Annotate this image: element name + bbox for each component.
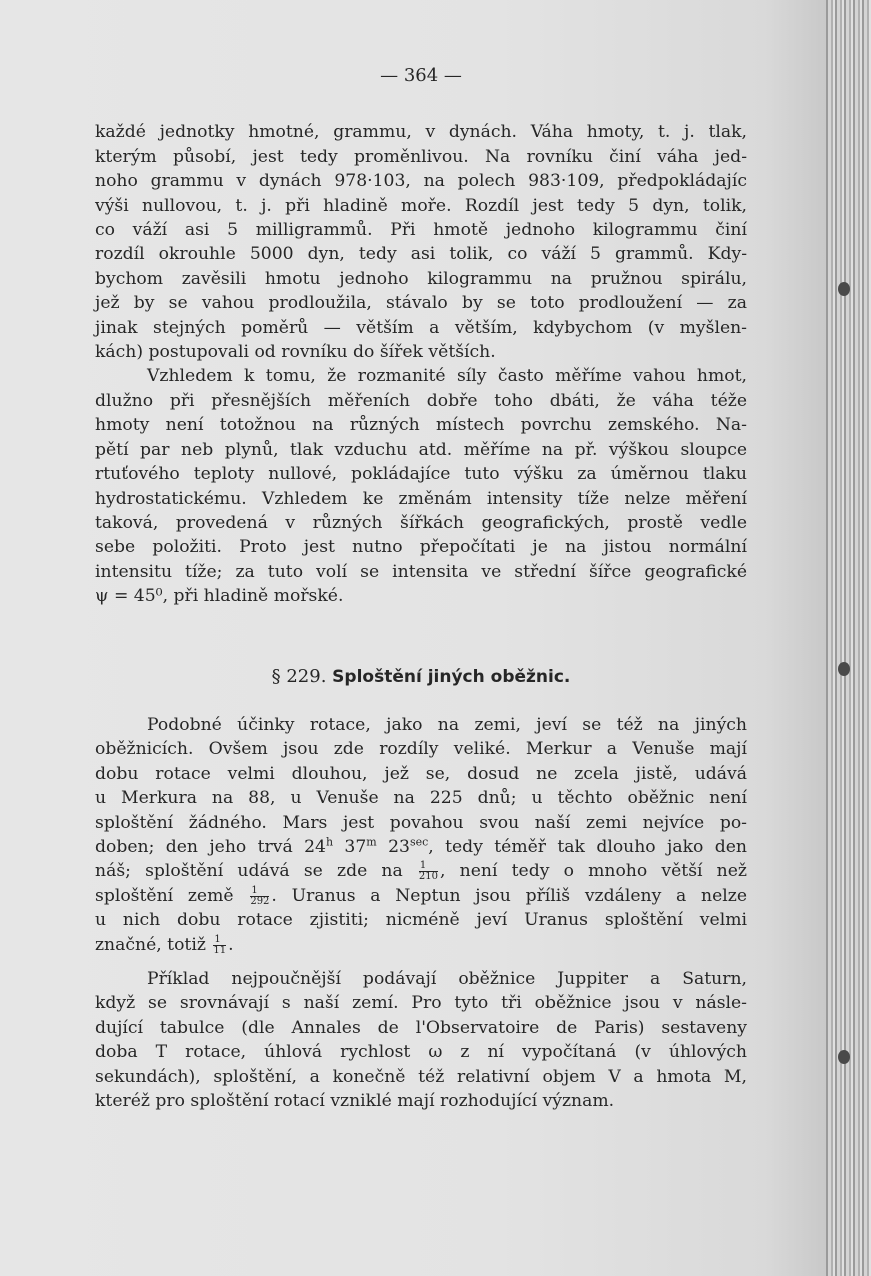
text-line: sebe položiti. Proto jest nutno přepočítati je na jistou normální: [95, 537, 747, 558]
text-run: .: [228, 934, 234, 955]
text-line: ψ = 45⁰, při hladině mořské.: [95, 586, 344, 607]
text-run: , tedy téměř tak dlouho jako den: [428, 836, 747, 857]
fraction-denominator: 210: [418, 871, 438, 883]
text-line: když se srovnávají s naší zemí. Pro tyto tři oběžnice jsou v násle-: [95, 993, 747, 1014]
binding-hole: [838, 282, 850, 296]
text-line: taková, provedená v různých šířkách geografických, prostě vedle: [95, 512, 747, 533]
text-line: kách) postupovali od rovníku do šířek větších.: [95, 342, 496, 363]
text-line: sekundách), sploštění, a konečně též relativní objem V a hmota M,: [95, 1066, 747, 1087]
text-line: u Merkura na 88, u Venuše na 225 dnů; u těchto oběžnic není: [95, 788, 747, 809]
binding-hole: [838, 1050, 850, 1064]
text-line: u nich dobu rotace zjistiti; nicméně jeví Uranus sploštění velmi: [95, 910, 747, 931]
text-line: oběžnicích. Ovšem jsou zde rozdíly veliké. Merkur a Venuše mají: [95, 739, 747, 760]
binding-hole: [838, 662, 850, 676]
text-run: doben; den jeho trvá 24: [95, 836, 326, 857]
page-number: — 364 —: [380, 65, 462, 86]
text-run: 37: [333, 836, 367, 857]
section-heading: [95, 665, 747, 689]
text-run: . Uranus a Neptun jsou příliš vzdáleny a nelze: [271, 885, 748, 906]
text-line: noho grammu v dynách 978·103, na polech 983·109, předpokládajíc: [95, 171, 747, 192]
text-line: Příklad nejpoučnější podávají oběžnice Juppiter a Saturn,: [147, 969, 747, 989]
text-line: dující tabulce (dle Annales de l'Observatoire de Paris) sestaveny: [95, 1017, 747, 1038]
fraction-denominator: 292: [250, 895, 270, 907]
section-title: Sploštění jiných oběžnic.: [332, 666, 571, 687]
text-line: co váží asi 5 milligrammů. Při hmotě jednoho kilogrammu činí: [95, 220, 747, 241]
text-run: náš; sploštění udává se zde na: [95, 861, 403, 882]
text-run: , není tedy o mnoho větší než: [440, 861, 747, 882]
page-text: [95, 64, 747, 1113]
text-line: [95, 933, 747, 957]
text-line: intensitu tíže; za tuto volí se intensita ve střední šířce geografické: [95, 561, 747, 582]
fraction: [419, 861, 438, 882]
superscript: sec: [409, 835, 429, 849]
text-line: [95, 835, 747, 859]
text-line: doba T rotace, úhlová rychlost ω z ní vypočítaná (v úhlových: [95, 1042, 747, 1063]
text-line: rtuťového teploty nullové, pokládajíce tuto výšku za úměrnou tlaku: [95, 464, 747, 485]
text-run: značné, totiž: [95, 934, 206, 955]
text-line: [95, 859, 747, 883]
text-line: výši nullovou, t. j. při hladině moře. Rozdíl jest tedy 5 dyn, tolik,: [95, 195, 747, 216]
text-line: kteréž pro sploštění rotací vzniklé mají rozhodující význam.: [95, 1091, 615, 1112]
paragraph-1: [95, 120, 747, 364]
fraction-numerator: 1: [250, 886, 269, 897]
text-line: sploštění žádného. Mars jest povahou svou naší zemi nejvíce po-: [95, 812, 747, 833]
text-line: pětí par neb plynů, tlak vzduchu atd. měříme na př. výškou sloupce: [95, 439, 747, 460]
text-line: dobu rotace velmi dlouhou, jež se, dosud ne zcela jistě, udává: [95, 763, 747, 784]
page-edge: [826, 0, 871, 1276]
text-line: jež by se vahou prodloužila, stávalo by se toto prodloužení — za: [95, 293, 747, 314]
superscript: h: [325, 835, 334, 849]
paragraph-3: [95, 713, 747, 957]
section-number: § 229.: [271, 665, 327, 687]
fraction-numerator: 1: [213, 935, 226, 946]
text-line: hmoty není totožnou na různých místech povrchu zemského. Na-: [95, 415, 747, 436]
paragraph-2: [95, 364, 747, 608]
paragraph-4: [95, 967, 747, 1113]
text-line: Vzhledem k tomu, že rozmanité síly často měříme vahou hmot,: [147, 366, 747, 387]
text-run: 23: [376, 836, 410, 857]
text-line: Podobné účinky rotace, jako na zemi, jeví se též na jiných: [147, 714, 747, 735]
fraction: [213, 935, 226, 956]
superscript: m: [366, 835, 377, 849]
text-line: rozdíl okrouhle 5000 dyn, tedy asi tolik, co váží 5 grammů. Kdy-: [95, 244, 747, 265]
text-line: [95, 884, 747, 908]
text-line: bychom zavěsili hmotu jednoho kilogrammu na pružnou spirálu,: [95, 268, 747, 289]
fraction-numerator: 1: [419, 861, 438, 872]
text-line: dlužno při přesnějších měřeních dobře toho dbáti, že váha téže: [95, 390, 747, 411]
text-line: kterým působí, jest tedy proměnlivou. Na rovníku činí váha jed-: [95, 146, 747, 167]
text-line: každé jednotky hmotné, grammu, v dynách. Váha hmoty, t. j. tlak,: [95, 122, 747, 143]
fraction-denominator: 11: [213, 944, 227, 956]
fraction: [250, 886, 269, 907]
text-line: hydrostatickému. Vzhledem ke změnám intensity tíže nelze měření: [95, 488, 747, 509]
text-line: jinak stejných poměrů — větším a větším, kdybychom (v myšlen-: [95, 317, 747, 338]
text-run: sploštění země: [95, 885, 234, 906]
